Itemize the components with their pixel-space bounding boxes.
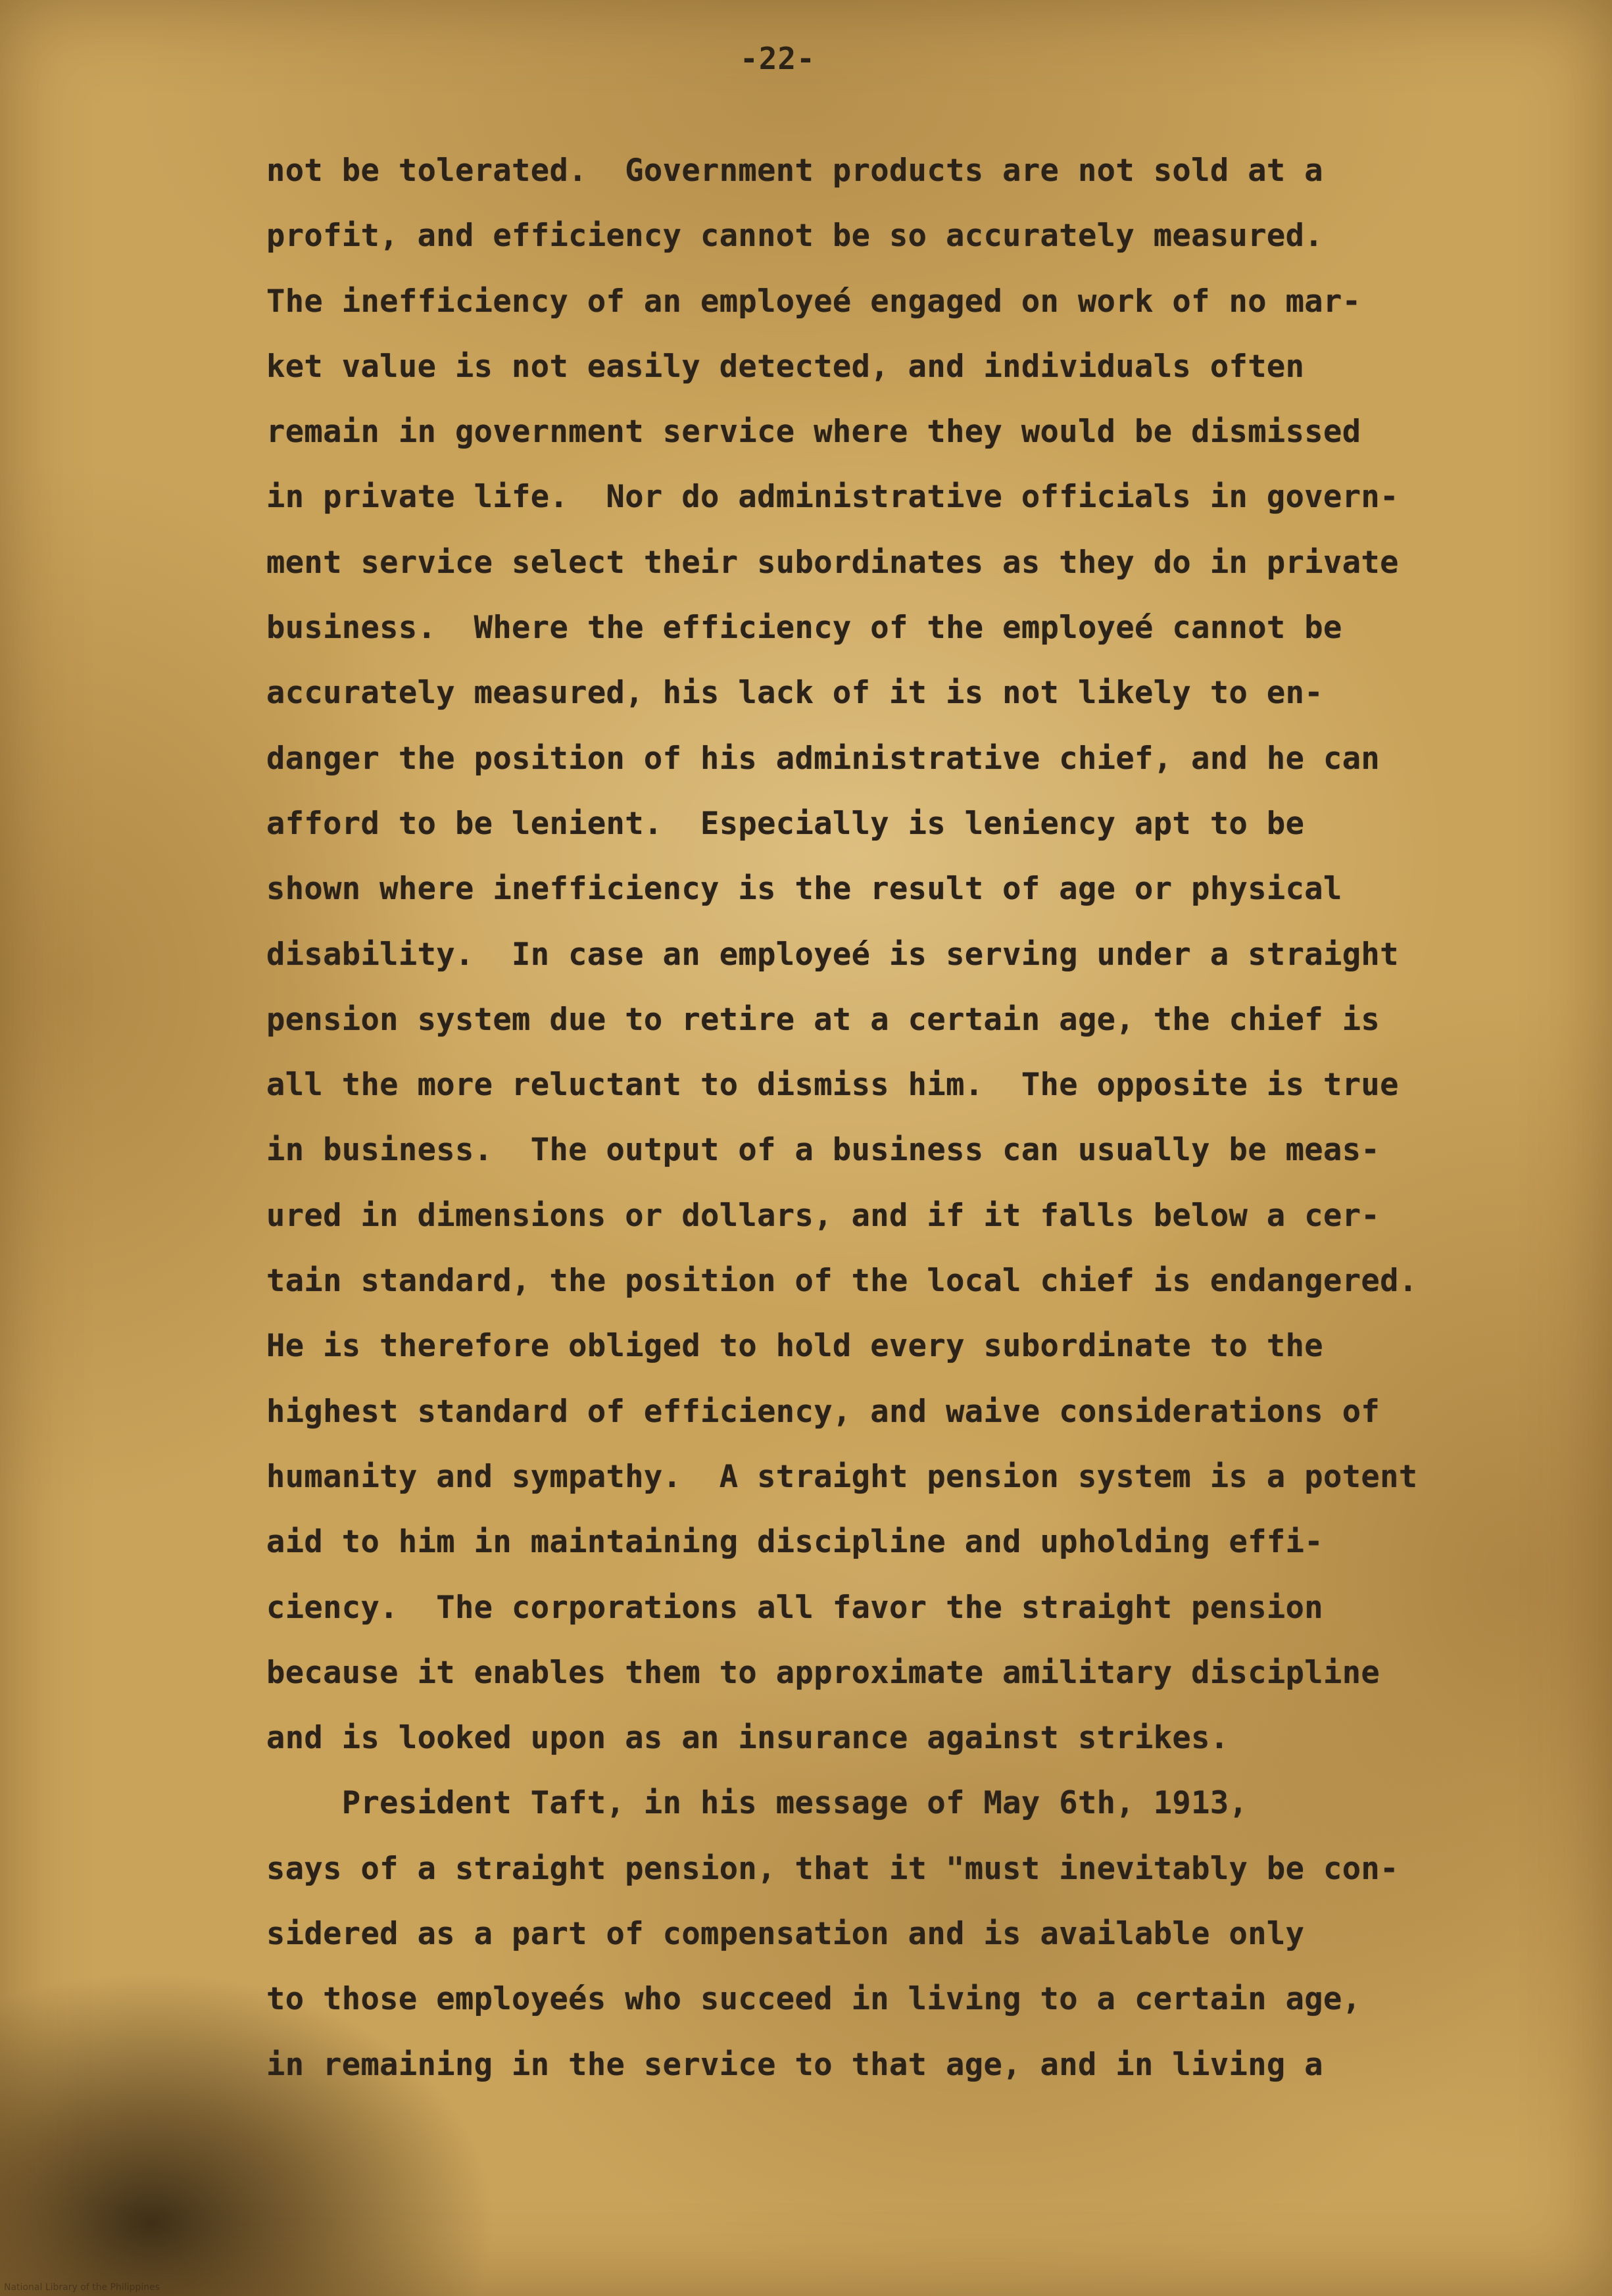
text-line: afford to be lenient. Especially is leniency apt to be: [266, 805, 1305, 842]
text-line: profit, and efficiency cannot be so accurately measured.: [266, 218, 1323, 255]
text-line: in private life. Nor do administrative officials in govern-: [266, 479, 1399, 516]
text-line: aid to him in maintaining discipline and upholding effi-: [266, 1524, 1323, 1561]
text-line: sidered as a part of compensation and is available only: [266, 1916, 1305, 1953]
text-line: shown where inefficiency is the result of age or physical: [266, 871, 1342, 908]
text-line: humanity and sympathy. A straight pension system is a potent: [266, 1458, 1418, 1495]
text-line: President Taft, in his message of May 6th, 1913,: [266, 1785, 1248, 1822]
text-line: ment service select their subordinates as they do in private: [266, 544, 1399, 581]
text-line: danger the position of his administrative chief, and he can: [266, 740, 1380, 777]
text-line: He is therefore obliged to hold every subordinate to the: [266, 1328, 1323, 1365]
text-line: says of a straight pension, that it "must inevitably be con-: [266, 1850, 1399, 1887]
text-line: ciency. The corporations all favor the straight pension: [266, 1589, 1323, 1626]
text-line: highest standard of efficiency, and waive considerations of: [266, 1393, 1380, 1430]
text-line: remain in government service where they would be dismissed: [266, 414, 1361, 451]
text-line: The inefficiency of an employeé engaged on work of no mar-: [266, 283, 1361, 320]
text-line: disability. In case an employeé is serving under a straight: [266, 936, 1399, 973]
text-line: to those employeés who succeed in living to a certain age,: [266, 1981, 1361, 2018]
footer-note: National Library of the Philippines: [4, 2282, 160, 2293]
text-line: ured in dimensions or dollars, and if it falls below a cer-: [266, 1197, 1380, 1234]
text-line: because it enables them to approximate amilitary discipline: [266, 1654, 1380, 1691]
text-line: not be tolerated. Government products are not sold at a: [266, 153, 1323, 189]
text-line: accurately measured, his lack of it is not likely to en-: [266, 675, 1323, 712]
text-line: and is looked upon as an insurance against strikes.: [266, 1720, 1229, 1757]
text-line: pension system due to retire at a certain age, the chief is: [266, 1001, 1380, 1038]
text-line: all the more reluctant to dismiss him. The opposite is true: [266, 1067, 1399, 1104]
text-line: tain standard, the position of the local chief is endangered.: [266, 1263, 1418, 1300]
text-line: ket value is not easily detected, and individuals often: [266, 348, 1305, 385]
body-text: [266, 138, 1555, 2097]
text-line: in business. The output of a business can usually be meas-: [266, 1132, 1380, 1169]
text-line: in remaining in the service to that age, and in living a: [266, 2046, 1323, 2083]
page-number: -22-: [740, 41, 816, 76]
text-line: business. Where the efficiency of the employeé cannot be: [266, 610, 1342, 647]
